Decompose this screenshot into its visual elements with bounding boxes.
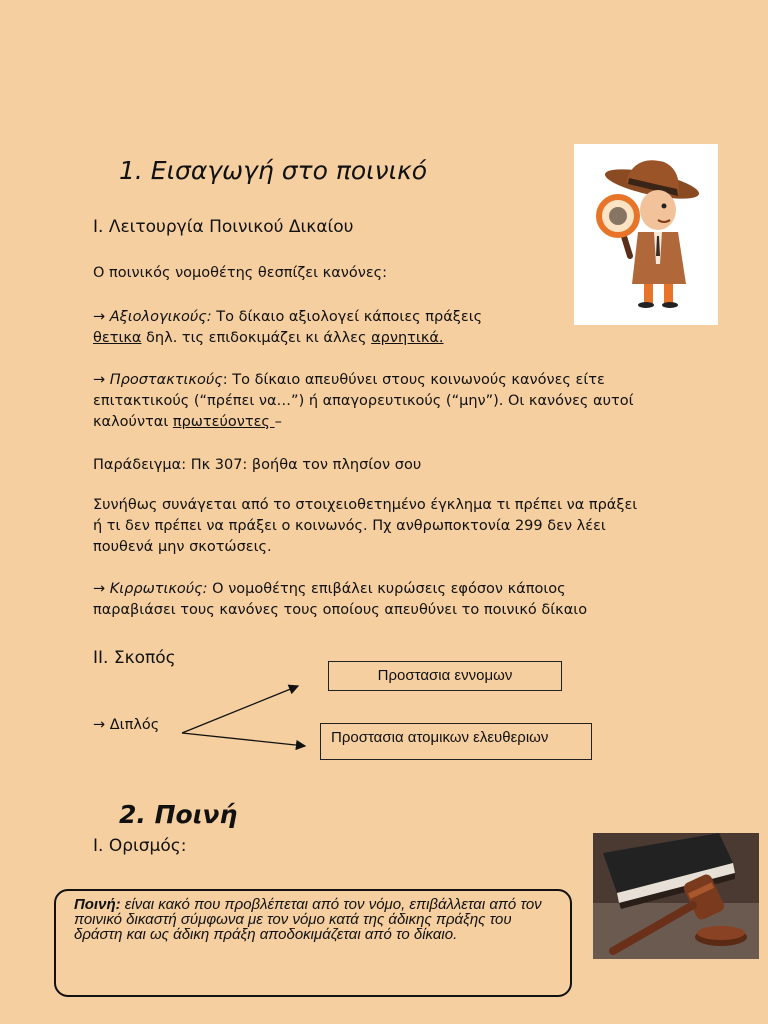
underlined-thetika: θετικα [93,330,142,346]
text-line: πουθενά μην σκοτώσεις. [93,539,272,555]
text: Ο νομοθέτης επιβάλει κυρώσεις εφόσον κάποιος [207,581,566,597]
definition-text: είναι κακό που προβλέπεται από τον νόμο, επιβάλλεται από τον ποινικό δικαστή σύμφωνα με τον νόμο κατά της άδικης πράξης του δράστη και ως άδικη πράξη αποδοκιμάζεται από το δίκαιο. [74,896,542,943]
example-text: Παράδειγμα: Πκ 307: βοήθα τον πλησίον σου [93,457,422,473]
text: καλούνται [93,414,173,430]
definition-term: Ποινή: [74,896,121,913]
text-line: ή τι δεν πρέπει να πράξει ο κοινωνός. Πχ ανθρωποκτονία 299 δεν λέει [93,518,606,534]
arrows-diagram [170,678,320,758]
intro-text: Ο ποινικός νομοθέτης θεσπίζει κανόνες: [93,265,388,281]
term-axiologikous: Αξιολογικούς: [109,309,212,325]
paragraph-axiologikous [93,307,693,349]
arrow: → [93,372,110,388]
text: δηλ. τις επιδοκιμάζει κι άλλες [141,330,372,346]
section-title-penalty: 2. Ποινή [119,800,238,829]
definition-box [54,889,572,997]
diplos-label: → Διπλός [93,717,160,733]
subheading-definition: I. Ορισμός: [93,836,187,856]
subheading-purpose: II. Σκοπός [93,648,176,668]
box-text: Προστασια εννομων [377,667,513,684]
text: επιτακτικούς (“πρέπει να…”) ή απαγορευτικούς (“μην”). Οι κανόνες αυτοί [93,393,634,409]
term-prostaktikous: Προστακτικούς [109,372,223,388]
paragraph-prostaktikous [93,370,733,433]
paragraph-kirrotikous [93,579,733,621]
box-protection-legal [328,661,562,691]
box-text: Προστασια ατομικων ελευθεριων [331,729,549,746]
subheading-function: I. Λειτουργία Ποινικού Δικαίου [93,217,354,237]
arrow-down [182,733,305,746]
text: Το δίκαιο αξιολογεί κάποιες πράξεις [211,309,483,325]
underlined-proteuontes: πρωτεύοντες [172,414,275,430]
box-protection-freedoms [320,723,592,760]
arrow-up [182,686,298,733]
arrow: → [93,581,110,597]
arrow: → [93,309,110,325]
text: : Το δίκαιο απευθύνει στους κοινωνούς κανόνες είτε [222,372,605,388]
section-title-intro: 1. Εισαγωγή στο ποινικό [119,156,428,185]
text: – [274,414,282,430]
text: παραβιάσει τους κανόνες τους οποίους απευθύνει το ποινικό δίκαιο [93,602,588,618]
gavel-photo [593,833,759,959]
term-kirrotikous: Κιρρωτικούς: [109,581,208,597]
detective-illustration [574,144,718,325]
text-line: Συνήθως συνάγεται από το στοιχειοθετημένο έγκλημα τι πρέπει να πράξει [93,497,638,513]
paragraph-usually [93,495,733,558]
underlined-arnitika: αρνητικά. [371,330,444,346]
